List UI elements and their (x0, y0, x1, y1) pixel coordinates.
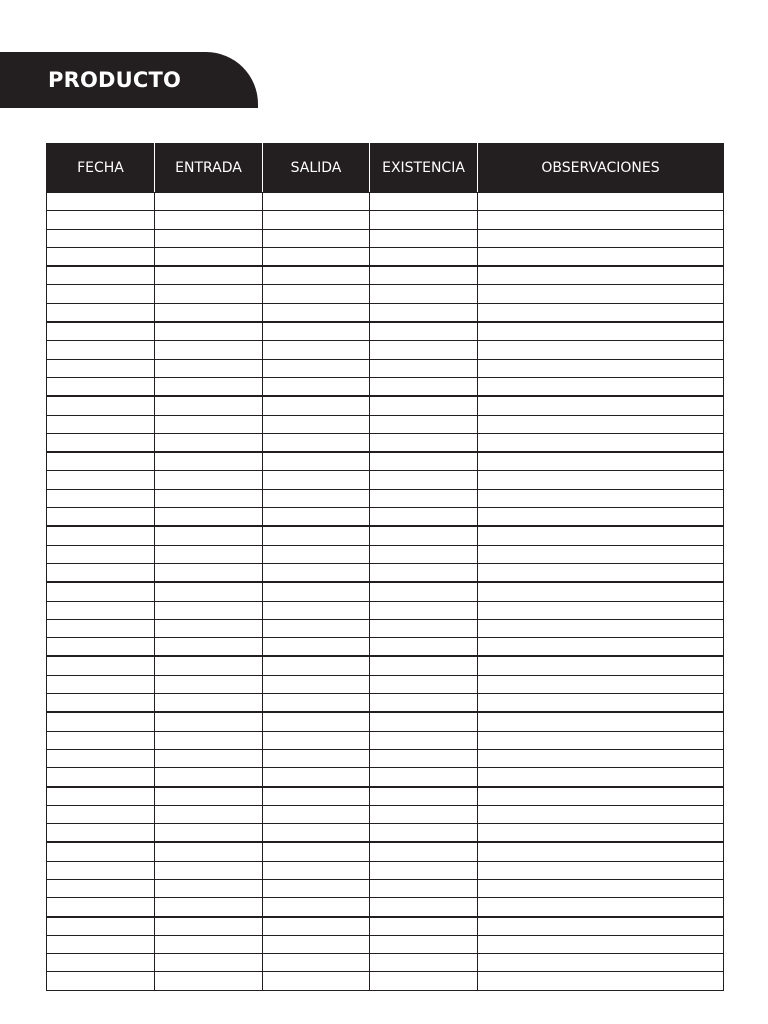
table-cell-observaciones (478, 396, 724, 415)
table-cell-salida (263, 582, 370, 601)
table-cell-existencia (370, 805, 478, 823)
table-cell-fecha (47, 805, 155, 823)
table-row (47, 749, 724, 767)
table-cell-fecha (47, 303, 155, 322)
column-header-entrada: ENTRADA (155, 144, 263, 193)
table-cell-existencia (370, 433, 478, 452)
table-cell-salida (263, 247, 370, 266)
table-cell-existencia (370, 601, 478, 619)
table-cell-salida (263, 972, 370, 990)
table-cell-salida (263, 954, 370, 972)
table-cell-entrada (155, 861, 263, 879)
table-cell-existencia (370, 322, 478, 341)
table-cell-fecha (47, 972, 155, 990)
table-cell-observaciones (478, 638, 724, 657)
table-cell-observaciones (478, 805, 724, 823)
table-cell-fecha (47, 359, 155, 377)
table-cell-existencia (370, 879, 478, 897)
table-cell-observaciones (478, 377, 724, 396)
table-cell-entrada (155, 415, 263, 433)
table-cell-salida (263, 563, 370, 582)
table-cell-salida (263, 452, 370, 471)
table-cell-fecha (47, 954, 155, 972)
table-cell-fecha (47, 731, 155, 749)
table-cell-fecha (47, 193, 155, 211)
table-cell-fecha (47, 712, 155, 731)
table-cell-existencia (370, 972, 478, 990)
table-cell-entrada (155, 694, 263, 713)
table-row (47, 972, 724, 990)
table-row (47, 415, 724, 433)
table-cell-salida (263, 193, 370, 211)
table-cell-observaciones (478, 879, 724, 897)
table-cell-fecha (47, 749, 155, 767)
table-cell-observaciones (478, 266, 724, 285)
table-row (47, 303, 724, 322)
table-cell-observaciones (478, 675, 724, 693)
table-cell-observaciones (478, 526, 724, 545)
table-cell-existencia (370, 452, 478, 471)
table-row (47, 712, 724, 731)
table-cell-entrada (155, 377, 263, 396)
table-cell-fecha (47, 508, 155, 527)
table-cell-existencia (370, 229, 478, 247)
table-cell-fecha (47, 545, 155, 563)
table-cell-fecha (47, 377, 155, 396)
table-cell-salida (263, 489, 370, 507)
table-cell-fecha (47, 396, 155, 415)
table-cell-entrada (155, 935, 263, 953)
table-cell-fecha (47, 341, 155, 359)
table-cell-observaciones (478, 508, 724, 527)
table-cell-entrada (155, 768, 263, 787)
table-cell-entrada (155, 396, 263, 415)
table-header-row (47, 144, 724, 193)
table-cell-entrada (155, 601, 263, 619)
table-cell-fecha (47, 489, 155, 507)
table-cell-existencia (370, 377, 478, 396)
table-cell-existencia (370, 582, 478, 601)
table-cell-fecha (47, 229, 155, 247)
inventory-log-table (46, 143, 724, 991)
table-cell-observaciones (478, 694, 724, 713)
table-cell-entrada (155, 898, 263, 917)
table-cell-fecha (47, 879, 155, 897)
table-cell-existencia (370, 656, 478, 675)
table-row (47, 489, 724, 507)
table-cell-observaciones (478, 471, 724, 489)
table-cell-salida (263, 619, 370, 637)
table-cell-fecha (47, 694, 155, 713)
column-header-salida: SALIDA (263, 144, 370, 193)
table-cell-entrada (155, 471, 263, 489)
table-row (47, 582, 724, 601)
table-cell-salida (263, 229, 370, 247)
table-cell-entrada (155, 824, 263, 843)
table-cell-entrada (155, 879, 263, 897)
table-cell-fecha (47, 415, 155, 433)
table-cell-entrada (155, 917, 263, 936)
table-cell-fecha (47, 656, 155, 675)
table-cell-existencia (370, 842, 478, 861)
column-header-observaciones: OBSERVACIONES (478, 144, 724, 193)
table-cell-salida (263, 638, 370, 657)
table-cell-observaciones (478, 601, 724, 619)
table-cell-observaciones (478, 787, 724, 806)
table-row (47, 229, 724, 247)
table-cell-salida (263, 471, 370, 489)
table-cell-existencia (370, 824, 478, 843)
table-cell-entrada (155, 619, 263, 637)
table-row (47, 433, 724, 452)
table-cell-salida (263, 731, 370, 749)
table-cell-salida (263, 805, 370, 823)
table-cell-existencia (370, 341, 478, 359)
table-cell-existencia (370, 861, 478, 879)
table-cell-salida (263, 266, 370, 285)
column-header-existencia: EXISTENCIA (370, 144, 478, 193)
table-cell-existencia (370, 638, 478, 657)
table-cell-existencia (370, 954, 478, 972)
table-cell-salida (263, 694, 370, 713)
table-cell-observaciones (478, 842, 724, 861)
table-row (47, 322, 724, 341)
table-cell-observaciones (478, 898, 724, 917)
table-cell-entrada (155, 805, 263, 823)
table-cell-existencia (370, 917, 478, 936)
table-cell-observaciones (478, 731, 724, 749)
table-cell-entrada (155, 193, 263, 211)
table-cell-entrada (155, 303, 263, 322)
table-row (47, 842, 724, 861)
table-cell-entrada (155, 341, 263, 359)
table-cell-salida (263, 211, 370, 229)
table-cell-observaciones (478, 917, 724, 936)
table-row (47, 545, 724, 563)
table-row (47, 638, 724, 657)
table-cell-observaciones (478, 563, 724, 582)
table-cell-observaciones (478, 489, 724, 507)
table-cell-salida (263, 898, 370, 917)
table-cell-salida (263, 433, 370, 452)
table-cell-fecha (47, 824, 155, 843)
table-cell-observaciones (478, 415, 724, 433)
table-row (47, 211, 724, 229)
table-cell-observaciones (478, 341, 724, 359)
table-cell-salida (263, 508, 370, 527)
table-cell-existencia (370, 749, 478, 767)
table-cell-existencia (370, 489, 478, 507)
table-cell-entrada (155, 712, 263, 731)
table-cell-observaciones (478, 545, 724, 563)
table-cell-salida (263, 787, 370, 806)
table-cell-fecha (47, 898, 155, 917)
table-cell-salida (263, 824, 370, 843)
table-cell-observaciones (478, 768, 724, 787)
table-cell-fecha (47, 526, 155, 545)
table-row (47, 898, 724, 917)
table-cell-salida (263, 396, 370, 415)
table-cell-fecha (47, 285, 155, 303)
table-cell-salida (263, 545, 370, 563)
table-cell-entrada (155, 359, 263, 377)
table-cell-entrada (155, 526, 263, 545)
table-row (47, 563, 724, 582)
table-cell-salida (263, 768, 370, 787)
table-cell-existencia (370, 193, 478, 211)
table-cell-observaciones (478, 433, 724, 452)
table-cell-fecha (47, 211, 155, 229)
table-body (47, 193, 724, 991)
table-cell-fecha (47, 471, 155, 489)
table-cell-fecha (47, 675, 155, 693)
table-cell-existencia (370, 266, 478, 285)
table-cell-salida (263, 285, 370, 303)
table-cell-observaciones (478, 824, 724, 843)
table-cell-entrada (155, 749, 263, 767)
table-cell-fecha (47, 619, 155, 637)
table-cell-entrada (155, 211, 263, 229)
table-cell-salida (263, 601, 370, 619)
table-cell-salida (263, 303, 370, 322)
product-title: PRODUCTO (48, 68, 182, 92)
table-cell-existencia (370, 712, 478, 731)
product-title-tab (0, 52, 258, 108)
table-row (47, 656, 724, 675)
table-cell-observaciones (478, 303, 724, 322)
table-cell-observaciones (478, 582, 724, 601)
table-cell-fecha (47, 322, 155, 341)
table-row (47, 341, 724, 359)
table-row (47, 879, 724, 897)
table-cell-entrada (155, 322, 263, 341)
table-cell-existencia (370, 563, 478, 582)
table-cell-salida (263, 917, 370, 936)
table-cell-fecha (47, 768, 155, 787)
table-cell-fecha (47, 638, 155, 657)
table-cell-fecha (47, 452, 155, 471)
table-row (47, 359, 724, 377)
table-row (47, 694, 724, 713)
table-cell-entrada (155, 638, 263, 657)
table-cell-existencia (370, 285, 478, 303)
table-cell-existencia (370, 526, 478, 545)
table-cell-fecha (47, 266, 155, 285)
table-cell-salida (263, 712, 370, 731)
table-row (47, 377, 724, 396)
table-row (47, 768, 724, 787)
table-cell-observaciones (478, 193, 724, 211)
table-row (47, 247, 724, 266)
table-cell-salida (263, 322, 370, 341)
table-cell-entrada (155, 842, 263, 861)
table-cell-fecha (47, 861, 155, 879)
table-row (47, 452, 724, 471)
table-cell-observaciones (478, 211, 724, 229)
table-row (47, 193, 724, 211)
table-cell-observaciones (478, 247, 724, 266)
table-row (47, 954, 724, 972)
table-cell-entrada (155, 545, 263, 563)
table-cell-observaciones (478, 954, 724, 972)
table-row (47, 917, 724, 936)
table-cell-existencia (370, 694, 478, 713)
table-cell-fecha (47, 433, 155, 452)
table-cell-observaciones (478, 712, 724, 731)
table-cell-fecha (47, 601, 155, 619)
table-cell-existencia (370, 768, 478, 787)
table-cell-salida (263, 341, 370, 359)
table-cell-existencia (370, 675, 478, 693)
table-row (47, 731, 724, 749)
table-cell-fecha (47, 787, 155, 806)
table-cell-existencia (370, 545, 478, 563)
table-cell-entrada (155, 433, 263, 452)
table-cell-observaciones (478, 322, 724, 341)
table-cell-salida (263, 935, 370, 953)
table-row (47, 619, 724, 637)
table-cell-fecha (47, 582, 155, 601)
table-cell-entrada (155, 675, 263, 693)
table-cell-existencia (370, 396, 478, 415)
table-cell-entrada (155, 489, 263, 507)
table-cell-entrada (155, 563, 263, 582)
table-row (47, 824, 724, 843)
table-cell-observaciones (478, 619, 724, 637)
table-cell-observaciones (478, 359, 724, 377)
table-cell-observaciones (478, 656, 724, 675)
table-cell-existencia (370, 415, 478, 433)
table-row (47, 396, 724, 415)
table-cell-observaciones (478, 935, 724, 953)
column-header-fecha: FECHA (47, 144, 155, 193)
table-cell-salida (263, 526, 370, 545)
table-cell-entrada (155, 266, 263, 285)
table-cell-observaciones (478, 452, 724, 471)
table-cell-salida (263, 749, 370, 767)
table-cell-salida (263, 675, 370, 693)
table-cell-observaciones (478, 749, 724, 767)
table-row (47, 285, 724, 303)
table-cell-existencia (370, 619, 478, 637)
table-cell-salida (263, 415, 370, 433)
table-cell-entrada (155, 731, 263, 749)
table-row (47, 471, 724, 489)
table-cell-fecha (47, 935, 155, 953)
table-cell-existencia (370, 935, 478, 953)
table-cell-existencia (370, 508, 478, 527)
table-cell-observaciones (478, 229, 724, 247)
table-cell-entrada (155, 954, 263, 972)
table-cell-existencia (370, 898, 478, 917)
table-cell-entrada (155, 247, 263, 266)
table-row (47, 526, 724, 545)
table-cell-observaciones (478, 285, 724, 303)
table-cell-entrada (155, 972, 263, 990)
table-cell-salida (263, 861, 370, 879)
table-cell-entrada (155, 582, 263, 601)
table-cell-entrada (155, 656, 263, 675)
table-cell-entrada (155, 508, 263, 527)
table-cell-existencia (370, 303, 478, 322)
table-cell-fecha (47, 842, 155, 861)
table-row (47, 508, 724, 527)
table-cell-existencia (370, 787, 478, 806)
table-cell-entrada (155, 285, 263, 303)
table-cell-fecha (47, 563, 155, 582)
table-row (47, 805, 724, 823)
table-row (47, 675, 724, 693)
table-cell-existencia (370, 471, 478, 489)
table-cell-existencia (370, 731, 478, 749)
table-cell-salida (263, 377, 370, 396)
table-cell-entrada (155, 787, 263, 806)
table-row (47, 935, 724, 953)
table-row (47, 861, 724, 879)
table-cell-existencia (370, 247, 478, 266)
table-cell-salida (263, 842, 370, 861)
table-cell-salida (263, 359, 370, 377)
table-row (47, 601, 724, 619)
table-cell-salida (263, 656, 370, 675)
table-row (47, 787, 724, 806)
table-cell-salida (263, 879, 370, 897)
table-cell-existencia (370, 359, 478, 377)
table-cell-observaciones (478, 972, 724, 990)
table-cell-existencia (370, 211, 478, 229)
table-cell-entrada (155, 452, 263, 471)
table-row (47, 266, 724, 285)
table-cell-entrada (155, 229, 263, 247)
table-cell-fecha (47, 247, 155, 266)
table-cell-fecha (47, 917, 155, 936)
table-cell-observaciones (478, 861, 724, 879)
